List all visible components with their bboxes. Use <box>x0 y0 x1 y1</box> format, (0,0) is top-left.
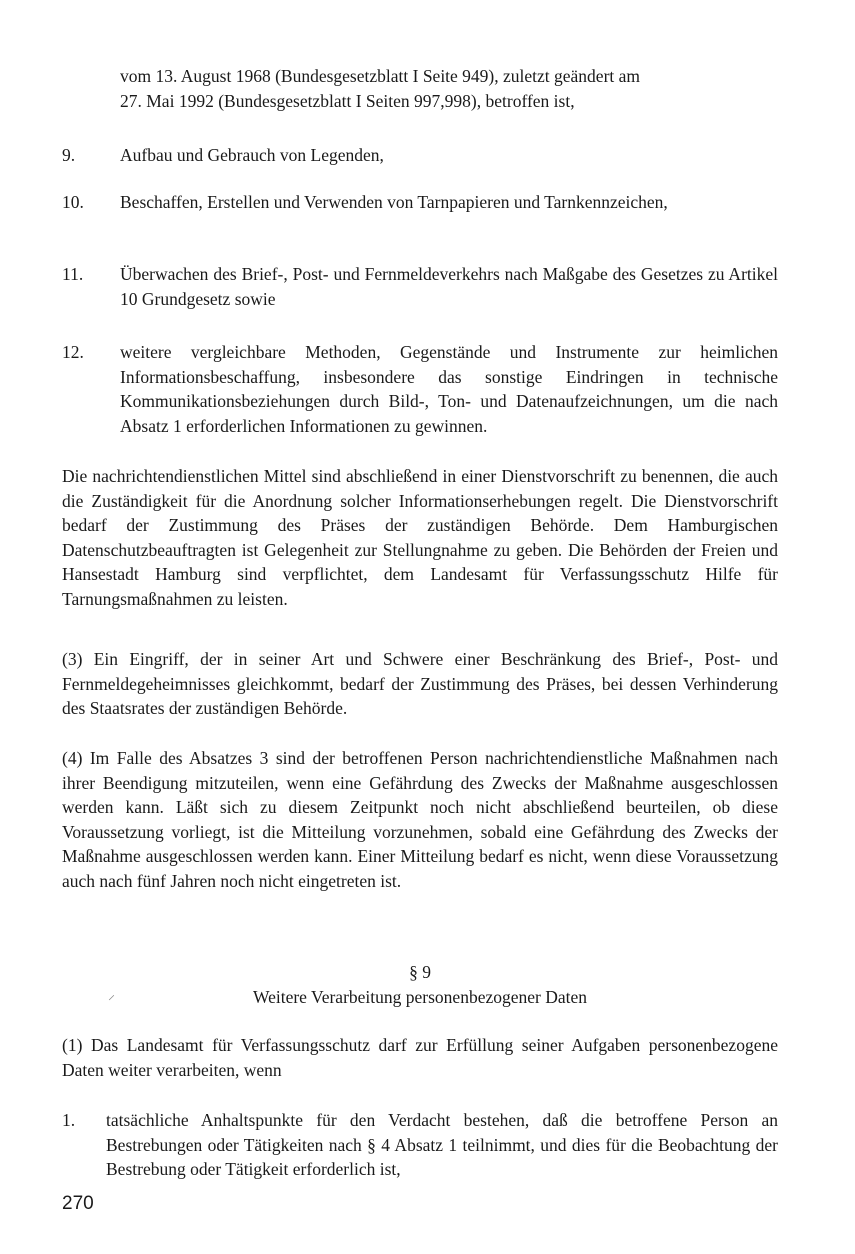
list-text: Überwachen des Brief-, Post- und Fernmeldeverkehrs nach Maßgabe des Gesetzes zu Artikel 10 Grundgesetz sowie <box>120 264 778 309</box>
list-number: 1. <box>62 1110 76 1130</box>
paragraph-absatz-3: (3) Ein Eingriff, der in seiner Art und Schwere einer Beschränkung des Brief-, Post- und Fernmeldegeheimnisses gleichkommt, bedarf der Zustimmung des Präses, bei dessen Verhinderung des Staatsrates der zuständigen Behörde. <box>62 649 778 718</box>
list-text: tatsächliche Anhaltspunkte für den Verdacht bestehen, daß die betroffene Person an Bestrebungen oder Tätigkeiten nach § 4 Absatz 1 teilnimmt, und dies für die Beobachtung der Bestrebung oder Tätigkeit erforderlich ist, <box>106 1110 778 1179</box>
pen-mark-icon: ⸍ <box>108 994 115 1009</box>
list-text: Beschaffen, Erstellen und Verwenden von Tarnpapieren und Tarnkennzeichen, <box>120 192 668 212</box>
list-number: 11. <box>62 264 84 284</box>
paragraph-absatz-4: (4) Im Falle des Absatzes 3 sind der betroffenen Person nachrichtendienstliche Maßnahmen nach ihrer Beendigung mitzuteilen, wenn eine Gefährdung des Zwecks der Maßnahme ausgeschlossen werden kann. Läßt sich zu diesem Zeitpunkt noch nicht abschließend beurteilen, ob diese Voraussetzung vorliegt, ist die Mitteilung vorzunehmen, sobald eine Gefährdung des Zwecks der Maßnahme ausgeschlossen werden kann. Einer Mitteilung bedarf es nicht, wenn diese Voraussetzung auch nach fünf Jahren noch nicht eingetreten ist. <box>62 748 778 891</box>
list-number: 10. <box>62 192 84 212</box>
intro-line-2: 27. Mai 1992 (Bundesgesetzblatt I Seiten 997,998), betroffen ist, <box>120 90 575 111</box>
paragraph-dienstvorschrift: Die nachrichtendienstlichen Mittel sind abschließend in einer Dienstvorschrift zu benennen, die auch die Zuständigkeit für die Anordnung solcher Informationserhebungen regelt. Die Dienstvorschrift bedarf der Zustimmung des Präses der zuständigen Behörde. Dem Hamburgischen Datenschutzbeauftragten ist Gelegenheit zur Stellungnahme zu geben. Die Behörden der Freien und Hansestadt Hamburg sind verpflichtet, dem Landesamt für Verfassungsschutz Hilfe für Tarnungsmaßnahmen zu leisten. <box>62 466 778 609</box>
section-number: § 9 <box>409 962 431 982</box>
list-number: 9. <box>62 145 76 165</box>
list-number: 12. <box>62 342 84 362</box>
paragraph-section-absatz-1: (1) Das Landesamt für Verfassungsschutz darf zur Erfüllung seiner Aufgaben personenbezogene Daten weiter verarbeiten, wenn <box>62 1035 778 1080</box>
intro-text <box>120 64 778 113</box>
section-title: Weitere Verarbeitung personenbezogener Daten <box>252 987 587 1007</box>
intro-line-1: vom 13. August 1968 (Bundesgesetzblatt I Seite 949), zuletzt geändert am <box>120 66 641 86</box>
page-number: 270 <box>62 1193 94 1214</box>
list-text: weitere vergleichbare Methoden, Gegenstände und Instrumente zur heimlichen Informationsbeschaffung, insbesondere das sonstige Eindringen in technische Kommunikationsbeziehungen durch Bild-, Ton- und Datenaufzeichnungen, um die nach Absatz 1 erforderlichen Informationen zu gewinnen. <box>120 342 778 436</box>
list-text: Aufbau und Gebrauch von Legenden, <box>120 145 384 165</box>
